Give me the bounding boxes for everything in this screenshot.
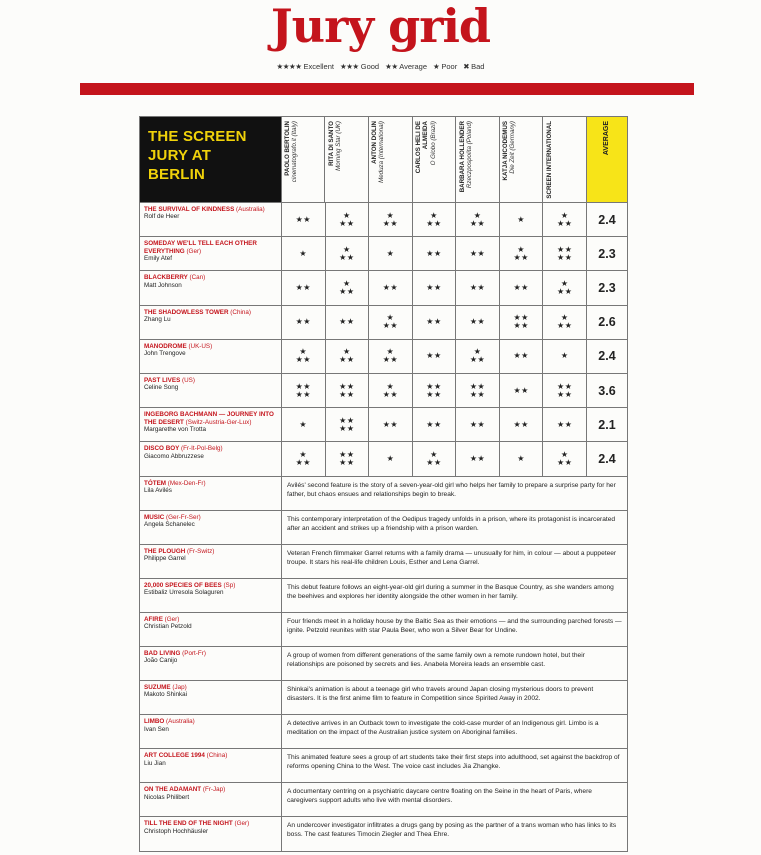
juror-publication: O Globo (Brazil): [429, 121, 437, 166]
film-cell: [140, 579, 282, 612]
film-description: Veteran French filmmaker Garrel returns with a family drama — unusually for him, in colour — about a puppeteer troupe. It stars his real-life children Louis, Esther and Lena Garrel.: [282, 545, 628, 578]
star-rating: ★★: [513, 282, 529, 292]
star-rating: ★★: [469, 317, 486, 327]
film-description: A detective arrives in an Outback town to investigate the cold-case murder of an Indigenous girl. Limbo is a meditation on the impact of the Australian justice system on Aboriginal families.: [282, 715, 628, 748]
film-title: PAST LIVES: [144, 376, 183, 384]
film-cell: [140, 306, 282, 339]
legend-label: Excellent: [301, 62, 334, 71]
film-country: (Ger): [164, 615, 180, 623]
average-header: [587, 117, 628, 202]
grid-title: [140, 117, 282, 202]
film-title: INGEBORG BACHMANN — JOURNEY INTO THE DESERT: [144, 411, 274, 426]
star-rating: ★ ★★: [339, 347, 355, 365]
rating-cell: [500, 408, 544, 441]
star-rating: ★★: [469, 248, 486, 258]
legend-label: Good: [358, 62, 380, 71]
grid-title-line: THE SCREEN: [148, 128, 247, 145]
star-icon: ★★: [385, 62, 398, 71]
rating-cell: [543, 203, 587, 236]
film-director: Celine Song: [144, 384, 179, 392]
film-director: Estibaliz Urresola Solaguren: [144, 589, 224, 597]
film-cell: [140, 511, 282, 544]
juror-publication: Die Zeit (Germany): [509, 121, 517, 174]
grid-title-line: BERLIN: [148, 166, 206, 183]
film-title: SUZUME: [144, 684, 173, 692]
film-cell: [140, 203, 282, 236]
film-country: (Fr-It-Pol-Belg): [180, 445, 223, 453]
rating-cell: [543, 442, 587, 475]
rating-cell: [369, 340, 413, 373]
star-rating: ★★: [426, 248, 442, 258]
film-title: TILL THE END OF THE NIGHT: [144, 820, 235, 828]
rating-cell: [543, 271, 587, 304]
juror-publication: Morning Star (UK): [335, 121, 343, 171]
described-film-row: [140, 749, 628, 783]
film-cell: [140, 477, 282, 510]
film-director: Ivan Sen: [144, 725, 169, 733]
juror-name: RITA DI SANTO: [327, 121, 335, 166]
juror-header-text: [328, 121, 366, 199]
average-score: 3.6: [587, 374, 628, 407]
rating-cell: [456, 340, 500, 373]
rating-cell: [326, 340, 370, 373]
juror-header-text: [415, 121, 453, 199]
star-rating: ★ ★★: [557, 278, 573, 296]
described-film-row: [140, 545, 628, 579]
star-rating: ★★: [382, 282, 399, 292]
rating-cell: [369, 237, 413, 270]
film-country: (Port-Fr): [182, 649, 206, 657]
rating-cell: [456, 237, 500, 270]
rating-cell: [282, 408, 326, 441]
star-rating: ★★ ★★: [339, 415, 355, 433]
film-title: LIMBO: [144, 718, 167, 726]
average-label: AVERAGE: [603, 121, 611, 156]
star-rating: ★★: [426, 282, 442, 292]
rating-cell: [543, 374, 587, 407]
film-cell: [140, 681, 282, 714]
described-film-row: [140, 715, 628, 749]
film-country: (Ger-Fr-Ser): [166, 513, 201, 521]
film-title: ART COLLEGE 1994: [144, 752, 207, 760]
rated-film-row: [140, 340, 628, 374]
film-description: A group of women from different generations of the same family own a remote rundown hotel, but their relationships are poisoned by secrets and lies. Anabela Moreira leads an ensemble cast.: [282, 647, 628, 680]
film-country: (Australia): [166, 718, 195, 726]
star-icon: ★: [433, 62, 440, 71]
rating-cell: [413, 203, 457, 236]
film-cell: [140, 783, 282, 816]
described-film-row: [140, 579, 628, 613]
film-description: Avilés' second feature is the story of a seven-year-old girl who helps her family to prepare a surprise party for her father, but chaos ensues and relationships begin to break.: [282, 477, 628, 510]
film-cell: [140, 613, 282, 646]
star-rating: ★ ★★: [426, 210, 442, 228]
average-score: 2.4: [587, 442, 628, 475]
rating-cell: [326, 203, 370, 236]
film-title: AFIRE: [144, 615, 165, 623]
rating-cell: [413, 374, 457, 407]
film-country: (Australia): [236, 206, 265, 213]
juror-publication: Rzeczpospolita (Poland): [465, 121, 473, 189]
juror-header-text: [371, 121, 409, 199]
rating-cell: [326, 408, 370, 441]
film-director: Christian Petzold: [144, 623, 192, 631]
rating-cell: [500, 306, 544, 339]
star-rating: ★★: [426, 317, 442, 327]
star-rating: ★ ★★: [382, 210, 399, 228]
film-description: Four friends meet in a holiday house by the Baltic Sea as their emotions — and the surrounding parched forests — ignite. Petzold reunites with star Paula Beer, who won a Silver Bear for Undine.: [282, 613, 628, 646]
average-score: 2.6: [587, 306, 628, 339]
star-rating: ★★: [469, 282, 486, 292]
film-title: MUSIC: [144, 513, 167, 521]
film-title: SOMEDAY WE'LL TELL EACH OTHER EVERYTHING: [144, 240, 257, 255]
juror-name: BARBARA HOLLENDER: [458, 121, 466, 193]
star-rating: ★★: [295, 214, 311, 224]
film-director: Philippe Garrel: [144, 555, 186, 563]
film-description: This contemporary interpretation of the Oedipus tragedy unfolds in a prison, where its protagonist is incarcerated after an accident and strikes up a friendship with a prison warden.: [282, 511, 628, 544]
described-film-row: [140, 817, 628, 851]
jury-grid: [139, 116, 628, 852]
juror-publication: cinematografo.it (Italy): [291, 121, 299, 183]
juror-name: ANTON DOLIN: [371, 121, 379, 164]
rating-cell: [369, 442, 413, 475]
film-cell: [140, 408, 282, 441]
described-film-row: [140, 613, 628, 647]
rated-film-row: [140, 237, 628, 271]
rating-cell: [282, 340, 326, 373]
rating-cell: [500, 203, 544, 236]
average-score: 2.4: [587, 340, 628, 373]
rating-cell: [456, 203, 500, 236]
film-country: (Sp): [223, 581, 236, 589]
film-description: An undercover investigator infiltrates a drugs gang by posing as the partner of a trans woman who has links to its boss. The cast features Timocin Ziegler and Thea Ehre.: [282, 817, 628, 850]
star-rating: ★★: [426, 351, 442, 361]
juror-header: [543, 117, 587, 202]
film-country: (Jap): [172, 684, 187, 692]
star-rating: ★ ★★: [557, 313, 573, 331]
rating-cell: [500, 271, 544, 304]
rating-cell: [543, 237, 587, 270]
film-description: A documentary centring on a psychiatric daycare centre floating on the Seine in the heart of Paris, where caregivers support adults who live with mental disorders.: [282, 783, 628, 816]
star-rating: ★ ★★: [469, 347, 486, 365]
film-description: This debut feature follows an eight-year-old girl during a summer in the Basque Country, as she wanders among the beehives and explores her identity alongside the other women in her family.: [282, 579, 628, 612]
star-rating: ★ ★★: [426, 449, 442, 467]
film-description: Shinkai's animation is about a teenage girl who travels around Japan closing mysterious doors to prevent disasters. It is the first anime film to feature in Competition since Spirited Away in 2002.: [282, 681, 628, 714]
rating-cell: [543, 340, 587, 373]
film-director: Makoto Shinkai: [144, 691, 188, 699]
film-director: Giacomo Abbruzzese: [144, 452, 204, 460]
rating-cell: [282, 306, 326, 339]
film-director: Emily Atef: [144, 255, 172, 262]
film-country: (Fr-Jap): [202, 786, 226, 794]
star-rating: ★★ ★★: [469, 381, 486, 399]
star-rating: ★ ★★: [339, 278, 355, 296]
juror-header: [456, 117, 500, 202]
star-rating: ★★: [557, 419, 573, 429]
legend-item: [463, 62, 484, 71]
rating-cell: [369, 203, 413, 236]
legend-label: Bad: [469, 62, 485, 71]
rating-cell: [282, 442, 326, 475]
star-icon: ✖: [463, 62, 469, 71]
rating-cell: [500, 340, 544, 373]
film-title: BLACKBERRY: [144, 274, 190, 282]
juror-header: [413, 117, 457, 202]
rating-cell: [369, 271, 413, 304]
star-rating: ★: [517, 453, 525, 463]
rating-cell: [413, 237, 457, 270]
film-director: Rolf de Heer: [144, 213, 180, 221]
rating-cell: [282, 374, 326, 407]
film-cell: [140, 374, 282, 407]
rating-cell: [369, 374, 413, 407]
star-rating: ★ ★★: [513, 244, 529, 262]
film-title: THE PLOUGH: [144, 547, 188, 555]
film-title: ON THE ADAMANT: [144, 786, 203, 794]
rating-cell: [500, 374, 544, 407]
star-rating: ★: [299, 248, 308, 258]
juror-header: [500, 117, 544, 202]
rating-cell: [282, 203, 326, 236]
star-rating: ★★ ★★: [426, 381, 442, 399]
film-title: THE SHADOWLESS TOWER: [144, 308, 231, 316]
star-rating: ★★ ★★: [557, 381, 573, 399]
star-rating: ★ ★★: [557, 449, 573, 467]
film-country: (China): [206, 752, 228, 760]
film-title: TÓTEM: [144, 479, 168, 487]
rating-cell: [326, 442, 370, 475]
star-rating: ★: [517, 214, 525, 224]
average-score: 2.4: [587, 203, 628, 236]
legend-label: Average: [397, 62, 428, 71]
rating-cell: [369, 408, 413, 441]
film-cell: [140, 271, 282, 304]
rating-cell: [413, 408, 457, 441]
film-cell: [140, 817, 282, 850]
juror-header: [369, 117, 413, 202]
film-description: This animated feature sees a group of art students take their first steps into adulthood, set against the backdrop of reforms opening China to the West. The voice cast includes Jia Zhangke.: [282, 749, 628, 782]
described-film-row: [140, 681, 628, 715]
rated-film-row: [140, 374, 628, 408]
average-score: 2.3: [587, 237, 628, 270]
rated-film-row: [140, 442, 628, 476]
star-rating: ★★: [426, 419, 442, 429]
rating-cell: [326, 271, 370, 304]
legend-item: [277, 62, 334, 71]
rated-film-row: [140, 306, 628, 340]
film-director: Lila Avilés: [144, 486, 172, 494]
rating-legend: [0, 62, 761, 72]
legend-item: [340, 62, 379, 71]
film-country: (Ger): [234, 820, 250, 828]
star-rating: ★★: [339, 317, 355, 327]
rating-cell: [326, 306, 370, 339]
star-rating: ★★: [513, 385, 529, 395]
film-title: MANODROME: [144, 342, 189, 350]
star-rating: ★★: [469, 419, 486, 429]
rating-cell: [543, 306, 587, 339]
star-rating: ★: [560, 351, 569, 361]
juror-header: [282, 117, 326, 202]
rating-cell: [413, 306, 457, 339]
juror-header-text: [546, 121, 584, 199]
rating-cell: [543, 408, 587, 441]
film-country: (Switz-Austria-Ger-Lux): [185, 418, 252, 426]
film-cell: [140, 237, 282, 270]
film-cell: [140, 749, 282, 782]
film-country: (UK-US): [188, 342, 213, 350]
film-cell: [140, 715, 282, 748]
juror-name: CARLOS HELI DE ALMEIDA: [414, 121, 430, 174]
average-score: 2.1: [587, 408, 628, 441]
star-icon: ★★★: [339, 62, 359, 71]
star-rating: ★★: [295, 282, 311, 292]
divider-bar: [80, 83, 694, 95]
film-title: THE SURVIVAL OF KINDNESS: [144, 206, 237, 213]
film-country: (China): [230, 308, 251, 316]
described-film-row: [140, 511, 628, 545]
film-director: Margarethe von Trotta: [144, 425, 206, 433]
film-director: João Canijo: [144, 657, 178, 665]
film-cell: [140, 340, 282, 373]
juror-publication: Meduza (International): [378, 121, 386, 183]
rating-cell: [326, 237, 370, 270]
star-rating: ★★: [382, 419, 399, 429]
star-rating: ★ ★★: [557, 210, 573, 228]
film-title: 20,000 SPECIES OF BEES: [144, 581, 224, 589]
legend-label: Poor: [439, 62, 458, 71]
described-film-row: [140, 477, 628, 511]
rated-film-row: [140, 271, 628, 305]
star-rating: ★ ★★: [339, 244, 355, 262]
star-rating: ★★: [513, 351, 529, 361]
juror-header-text: [459, 121, 497, 199]
average-score: 2.3: [587, 271, 628, 304]
rating-cell: [282, 271, 326, 304]
star-rating: ★★ ★★: [339, 381, 355, 399]
film-director: Zhang Lu: [144, 315, 171, 323]
star-rating: ★★: [513, 419, 529, 429]
rating-cell: [282, 237, 326, 270]
rating-cell: [456, 442, 500, 475]
rated-film-row: [140, 408, 628, 442]
juror-name: SCREEN INTERNATIONAL: [545, 121, 553, 199]
legend-item: [433, 62, 457, 71]
star-rating: ★★: [295, 317, 311, 327]
rating-cell: [326, 374, 370, 407]
film-title: DISCO BOY: [144, 445, 181, 453]
star-rating: ★★ ★★: [557, 244, 573, 262]
film-cell: [140, 545, 282, 578]
film-country: (Can): [189, 274, 206, 282]
grid-header: [140, 117, 628, 203]
legend-item: [385, 62, 427, 71]
rating-cell: [369, 306, 413, 339]
juror-header-text: [502, 121, 540, 199]
rating-cell: [413, 340, 457, 373]
star-rating: ★: [386, 453, 395, 463]
star-rating: ★★ ★★: [295, 381, 311, 399]
star-rating: ★ ★★: [469, 210, 486, 228]
rating-cell: [456, 306, 500, 339]
rated-film-row: [140, 203, 628, 237]
film-cell: [140, 647, 282, 680]
rating-cell: [456, 408, 500, 441]
described-film-row: [140, 783, 628, 817]
star-rating: ★ ★★: [382, 381, 399, 399]
page-title: Jury grid: [270, 0, 491, 53]
film-country: (Mex-Den-Fr): [167, 479, 206, 487]
film-cell: [140, 442, 282, 475]
film-director: Matt Johnson: [144, 281, 182, 289]
star-rating: ★ ★★: [295, 449, 311, 467]
film-director: Liu Jian: [144, 759, 166, 767]
juror-header-text: [284, 121, 322, 199]
rating-cell: [413, 442, 457, 475]
rating-cell: [500, 442, 544, 475]
star-icon: ★★★★: [276, 62, 302, 71]
juror-name: KATJA NICODEMUS: [502, 121, 510, 181]
film-director: Angela Schanelec: [144, 521, 195, 528]
rating-cell: [456, 374, 500, 407]
star-rating: ★★ ★★: [339, 449, 355, 467]
star-rating: ★ ★★: [295, 347, 311, 365]
grid-title-line: JURY AT: [148, 147, 212, 164]
juror-name: PAOLO BERTOLIN: [284, 121, 292, 176]
star-rating: ★ ★★: [339, 210, 355, 228]
star-rating: ★: [299, 419, 308, 429]
star-rating: ★ ★★: [382, 347, 399, 365]
film-title: BAD LIVING: [144, 649, 183, 657]
film-director: Christoph Hochhäusler: [144, 827, 209, 835]
rating-cell: [456, 271, 500, 304]
rating-cell: [500, 237, 544, 270]
juror-header: [325, 117, 369, 202]
film-country: (US): [182, 376, 195, 384]
star-rating: ★★ ★★: [513, 313, 529, 331]
film-director: Nicolas Philibert: [144, 793, 190, 801]
described-film-row: [140, 647, 628, 681]
film-country: (Ger): [186, 247, 202, 255]
rating-cell: [413, 271, 457, 304]
star-rating: ★★: [469, 453, 486, 463]
film-director: John Trengove: [144, 350, 186, 358]
star-rating: ★ ★★: [382, 313, 399, 331]
film-country: (Fr-Switz): [187, 547, 215, 555]
star-rating: ★: [386, 248, 395, 258]
